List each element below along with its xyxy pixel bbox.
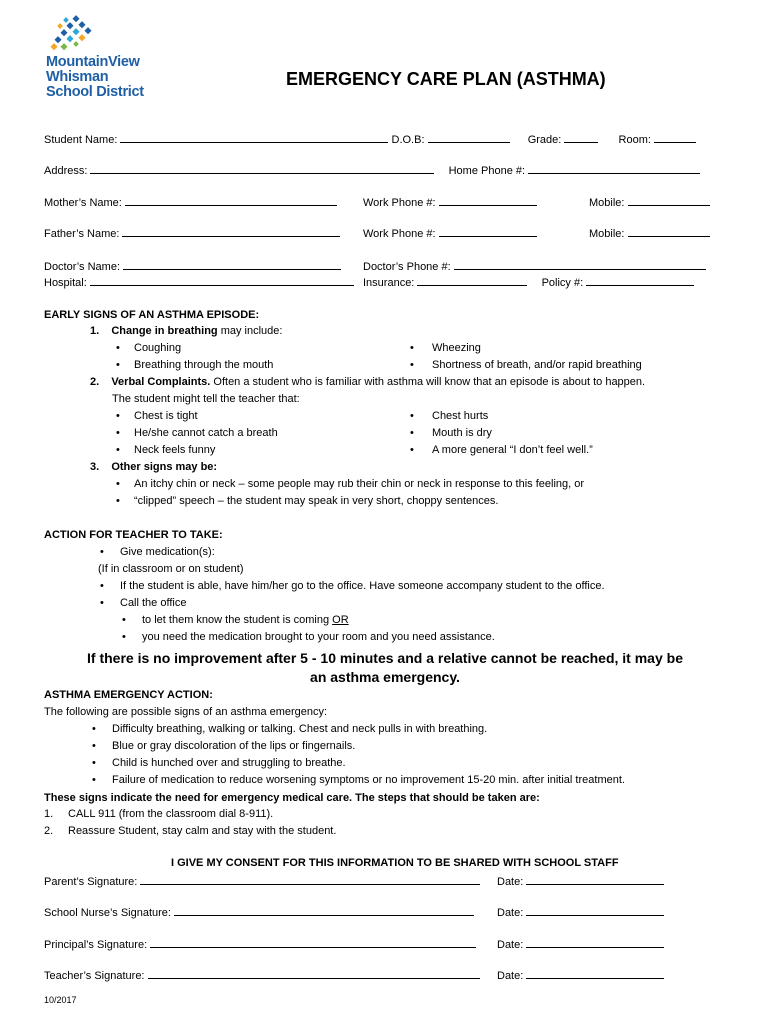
parent-signature-field[interactable] [140,873,480,885]
list-item: 2. Reassure Student, stay calm and stay with the student. [44,825,337,837]
early-item-2-line2: The student might tell the teacher that: [112,393,300,405]
list-item: • Coughing [116,342,182,354]
principal-signature-label: Principal’s Signature: [44,939,148,951]
or-emphasis: OR [332,614,349,626]
item-number: 3. [90,461,100,473]
list-item: • An itchy chin or neck – some people may rub their chin or neck in response to this feeling, or [116,478,585,490]
emergency-intro: The following are possible signs of an asthma emergency: [44,706,328,718]
logo-line-2: Whisman [46,69,109,85]
doctors-name-label: Doctor’s Name: [44,261,121,273]
date-field[interactable] [526,904,664,916]
date-label: Date: [497,876,524,888]
item-number: 1. [90,325,100,337]
list-item: • Blue or gray discoloration of the lips or fingernails. [92,740,356,752]
early-item-1 [90,325,282,337]
teacher-date-row [497,967,664,982]
address-row [44,162,700,177]
doctor-row [44,258,341,273]
list-item: • Chest is tight [116,410,198,422]
list-item: • Shortness of breath, and/or rapid breathing [410,359,642,371]
list-item: • Failure of medication to reduce worsening symptoms or no improvement 15-20 min. after initial treatment. [92,774,625,786]
dob-label: D.O.B: [391,134,425,146]
mother-mobile [589,194,710,209]
item-text: may include: [217,325,283,337]
fathers-name-label: Father’s Name: [44,228,120,240]
list-item: • Call the office [100,597,187,609]
mothers-name-field[interactable] [125,194,337,206]
action-classroom: (If in classroom or on student) [98,563,244,575]
warning-line-1: If there is no improvement after 5 - 10 minutes and a relative cannot be reached, it may be [87,650,683,666]
hospital-row [44,274,354,289]
list-item: • Chest hurts [410,410,489,422]
address-field[interactable] [90,162,434,174]
student-name-label: Student Name: [44,134,118,146]
work-phone-field-1[interactable] [439,194,537,206]
dob-field[interactable] [428,131,510,143]
insurance-label: Insurance: [363,277,415,289]
date-field[interactable] [526,873,664,885]
warning-line-2: an asthma emergency. [310,669,460,685]
date-field[interactable] [526,936,664,948]
parent-signature-label: Parent’s Signature: [44,876,138,888]
grade-field[interactable] [564,131,598,143]
mother-work-phone [363,194,537,209]
nurse-signature-label: School Nurse’s Signature: [44,907,171,919]
list-item: 1. CALL 911 (from the classroom dial 8-911). [44,808,274,820]
revision-date: 10/2017 [44,995,77,1005]
list-item: • If the student is able, have him/her go to the office. Have someone accompany student to the office. [100,580,605,592]
home-phone-label: Home Phone #: [448,165,526,177]
date-label: Date: [497,907,524,919]
principal-signature-row [44,936,476,951]
emergency-need: These signs indicate the need for emergency medical care. The steps that should be taken are: [44,792,540,804]
home-phone-field[interactable] [528,162,700,174]
work-phone-label-2: Work Phone #: [363,228,436,240]
hospital-label: Hospital: [44,277,87,289]
date-label: Date: [497,939,524,951]
date-field[interactable] [526,967,664,979]
mobile-field-1[interactable] [628,194,710,206]
list-item: • Mouth is dry [410,427,492,439]
list-item: • to let them know the student is coming OR [122,614,349,626]
logo-line-1: MountainView [46,54,140,70]
hospital-field[interactable] [90,274,354,286]
insurance-field[interactable] [417,274,527,286]
item-bold: Other signs may be: [111,461,218,473]
work-phone-field-2[interactable] [439,225,537,237]
item-number: 2. [90,376,100,388]
logo-line-3: School District [46,84,144,100]
room-label: Room: [618,134,651,146]
father-mobile [589,225,710,240]
doctors-name-field[interactable] [123,258,341,270]
father-row [44,225,340,240]
list-item: • Child is hunched over and struggling to breathe. [92,757,346,769]
student-row [44,131,696,146]
mobile-field-2[interactable] [628,225,710,237]
list-item: • Breathing through the mouth [116,359,274,371]
list-item: • Give medication(s): [100,546,215,558]
doctors-phone-label: Doctor’s Phone #: [363,261,451,273]
nurse-signature-row [44,904,474,919]
list-item: • Difficulty breathing, walking or talking. Chest and neck pulls in with breathing. [92,723,488,735]
doctors-phone-field[interactable] [454,258,706,270]
doctor-phone [363,258,706,273]
date-label: Date: [497,970,524,982]
parent-date-row [497,873,664,888]
early-item-3 [90,461,217,473]
early-item-2 [90,376,645,388]
list-item: • Wheezing [410,342,481,354]
teacher-signature-row [44,967,480,982]
page-title: EMERGENCY CARE PLAN (ASTHMA) [286,69,606,89]
item-bold: Change in breathing [111,325,218,337]
grade-label: Grade: [527,134,562,146]
action-heading: ACTION FOR TEACHER TO TAKE: [44,529,223,541]
mobile-label-1: Mobile: [589,197,625,209]
room-field[interactable] [654,131,696,143]
father-work-phone [363,225,537,240]
mobile-label-2: Mobile: [589,228,625,240]
policy-field[interactable] [586,274,694,286]
principal-date-row [497,936,664,951]
address-label: Address: [44,165,88,177]
fathers-name-field[interactable] [122,225,340,237]
early-signs-heading: EARLY SIGNS OF AN ASTHMA EPISODE: [44,309,260,321]
principal-signature-field[interactable] [150,936,476,948]
teacher-signature-label: Teacher’s Signature: [44,970,145,982]
school-logo [44,14,194,106]
logo-mark-icon [50,14,96,56]
policy-label: Policy #: [541,277,584,289]
list-item: • A more general “I don’t feel well.” [410,444,593,456]
item-text: Often a student who is familiar with asthma will know that an episode is about to happen. [210,376,646,388]
mothers-name-label: Mother’s Name: [44,197,122,209]
work-phone-label-1: Work Phone #: [363,197,436,209]
list-item: • He/she cannot catch a breath [116,427,278,439]
teacher-signature-field[interactable] [148,967,480,979]
nurse-date-row [497,904,664,919]
parent-signature-row [44,873,480,888]
item-bold: Verbal Complaints. [111,376,211,388]
consent-heading: I GIVE MY CONSENT FOR THIS INFORMATION TO BE SHARED WITH SCHOOL STAFF [171,857,619,869]
insurance-row [363,274,694,289]
mother-row [44,194,337,209]
student-name-field[interactable] [120,131,388,143]
list-item: • you need the medication brought to your room and you need assistance. [122,631,495,643]
nurse-signature-field[interactable] [174,904,474,916]
list-item: • “clipped” speech – the student may speak in very short, choppy sentences. [116,495,499,507]
emergency-heading: ASTHMA EMERGENCY ACTION: [44,689,213,701]
list-item: • Neck feels funny [116,444,216,456]
